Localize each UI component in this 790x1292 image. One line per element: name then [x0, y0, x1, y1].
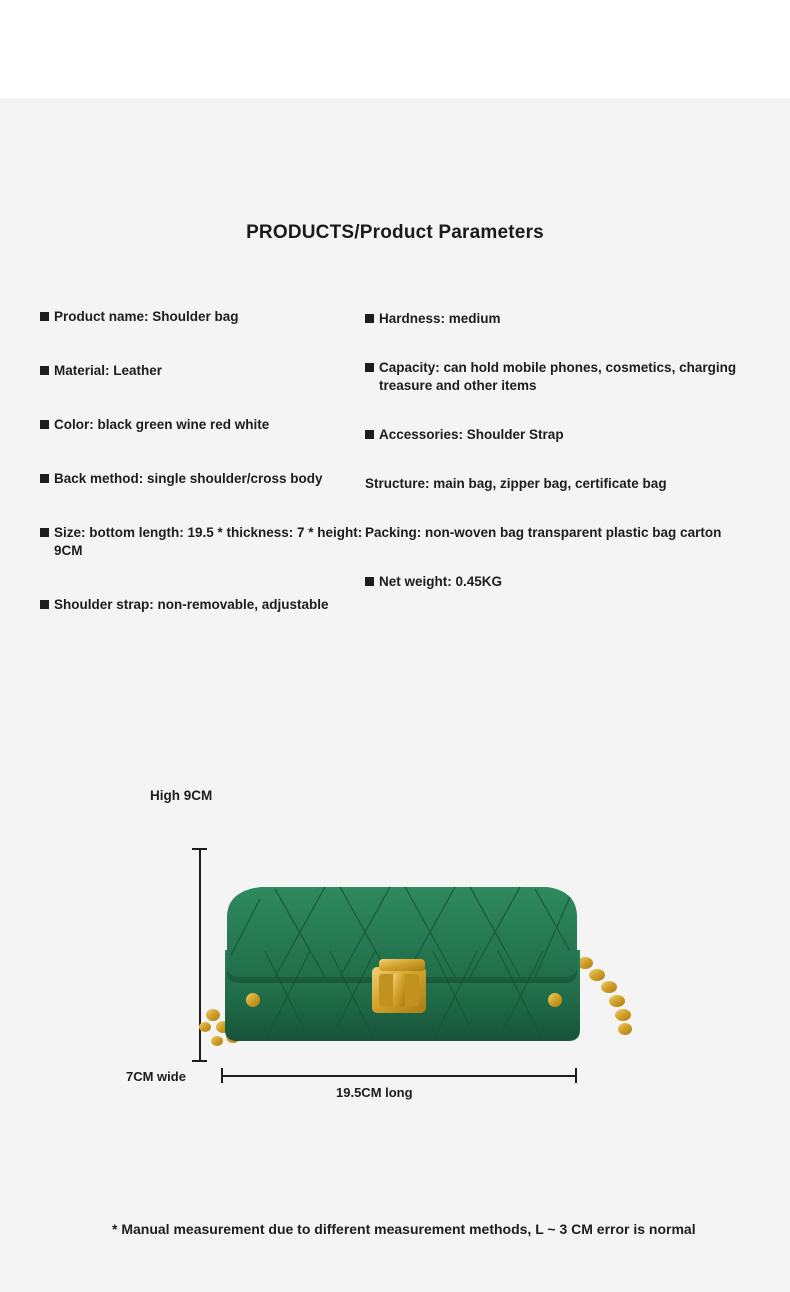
square-bullet-icon: [40, 312, 49, 321]
spec-item-text: Packing: non-woven bag transparent plastic bag carton: [365, 525, 722, 540]
spec-item: [40, 362, 370, 380]
spec-column-left: [40, 308, 370, 650]
spec-item-text: Back method: single shoulder/cross body: [54, 471, 323, 486]
spec-item-text: Hardness: medium: [379, 311, 501, 326]
square-bullet-icon: [40, 600, 49, 609]
spec-column-right: [365, 310, 740, 622]
square-bullet-icon: [365, 577, 374, 586]
square-bullet-icon: [365, 314, 374, 323]
spec-item: [40, 470, 370, 488]
height-measure-cap-bottom: [192, 1060, 207, 1062]
spec-item-text: Size: bottom length: 19.5 * thickness: 7 * height: 9CM: [54, 525, 363, 558]
spec-item: [365, 310, 740, 328]
square-bullet-icon: [365, 363, 374, 372]
content-panel: [0, 98, 790, 1292]
spec-item-text: Color: black green wine red white: [54, 417, 270, 432]
square-bullet-icon: [40, 474, 49, 483]
length-measure-cap-left: [221, 1068, 223, 1083]
spec-item-text: Structure: main bag, zipper bag, certificate bag: [365, 476, 667, 491]
spec-item: [365, 573, 740, 591]
spec-item-text: Material: Leather: [54, 363, 163, 378]
height-measure-cap-top: [192, 848, 207, 850]
measurement-footnote: * Manual measurement due to different measurement methods, L ~ 3 CM error is normal: [112, 1221, 696, 1237]
spec-item-text: Net weight: 0.45KG: [379, 574, 503, 589]
spec-item: [40, 308, 370, 326]
spec-item: [365, 359, 740, 395]
square-bullet-icon: [365, 430, 374, 439]
square-bullet-icon: [40, 420, 49, 429]
side-stud-left: [246, 993, 260, 1007]
spec-item: [365, 524, 740, 542]
spec-item-text: Product name: Shoulder bag: [54, 309, 239, 324]
spec-item: [40, 524, 370, 560]
width-dimension-label: 7CM wide: [126, 1069, 186, 1084]
side-stud-right: [548, 993, 562, 1007]
square-bullet-icon: [40, 528, 49, 537]
spec-item-text: Capacity: can hold mobile phones, cosmetics, charging treasure and other items: [379, 360, 737, 393]
turnlock-clasp: [372, 959, 426, 1013]
spec-item-text: Shoulder strap: non-removable, adjustable: [54, 597, 329, 612]
spec-item: [365, 426, 740, 444]
height-dimension-label: High 9CM: [150, 788, 213, 803]
length-measure-cap-right: [575, 1068, 577, 1083]
spec-item: [365, 475, 740, 493]
spec-item: [40, 416, 370, 434]
top-white-band: [0, 0, 790, 98]
length-measure-line: [222, 1075, 576, 1077]
spec-item: [40, 596, 370, 614]
square-bullet-icon: [40, 366, 49, 375]
length-dimension-label: 19.5CM long: [336, 1085, 413, 1100]
product-image-shoulder-bag: [165, 855, 645, 1055]
spec-item-text: Accessories: Shoulder Strap: [379, 427, 564, 442]
page-title: PRODUCTS/Product Parameters: [246, 222, 544, 243]
